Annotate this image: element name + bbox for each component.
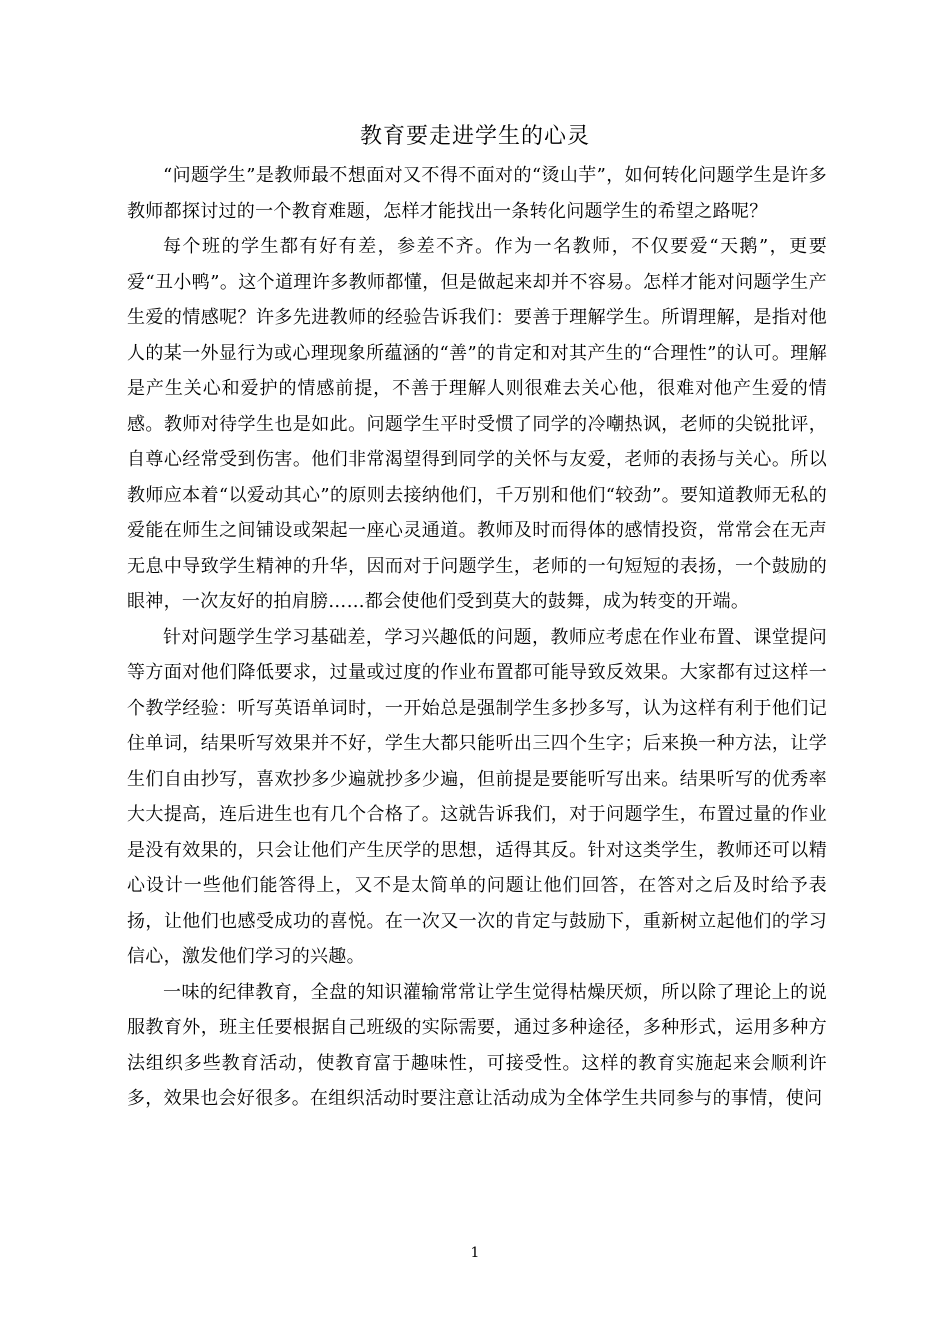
paragraph-4: 一味的纪律教育，全盘的知识灌输常常让学生觉得枯燥厌烦，所以除了理论上的说服教育外，班主任要根据自己班级的实际需要，通过多种途径，多种形式，运用多种方法组织多些教育活动，使教育富于趣味性，可接受性。这样的教育实施起来会顺利许多，效果也会好很多。在组织活动时要注意让活动成为全体学生共同参与的事情，使问 <box>127 981 827 1109</box>
page-number: 1 <box>470 1245 480 1261</box>
document-title: 教育要走进学生的心灵 <box>359 124 590 149</box>
paragraph-3: 针对问题学生学习基础差，学习兴趣低的问题，教师应考虑在作业布置、课堂提问等方面对他们降低要求，过量或过度的作业布置都可能导致反效果。大家都有过这样一个教学经验：听写英语单词时，一开始总是强制学生多抄多写，认为这样有利于他们记住单词，结果听写效果并不好，学生大都只能听出三四个生字；后来换一种方法，让学生们自由抄写，喜欢抄多少遍就抄多少遍，但前提是要能听写出来。结果听写的优秀率大大提高，连后进生也有几个合格了。这就告诉我们，对于问题学生，布置过量的作业是没有效果的，只会让他们产生厌学的思想，适得其反。针对这类学生，教师还可以精心设计一些他们能答得上，又不是太简单的问题让他们回答，在答对之后及时给予表扬，让他们也感受成功的喜悦。在一次又一次的肯定与鼓励下，重新树立起他们的学习信心，激发他们学习的兴趣。 <box>127 626 827 967</box>
paragraph-2: 每个班的学生都有好有差，参差不齐。作为一名教师，不仅要爱“天鹅”，更要爱“丑小鸭”。这个道理许多教师都懂，但是做起来却并不容易。怎样才能对问题学生产生爱的情感呢？许多先进教师的经验告诉我们：要善于理解学生。所谓理解，是指对他人的某一外显行为或心理现象所蕴涵的“善”的肯定和对其产生的“合理性”的认可。理解是产生关心和爱护的情感前提，不善于理解人则很难去关心他，很难对他产生爱的情感。教师对待学生也是如此。问题学生平时受惯了同学的冷嘲热讽，老师的尖锐批评，自尊心经常受到伤害。他们非常渴望得到同学的关怀与友爱，老师的表扬与关心。所以教师应本着“以爱动其心”的原则去接纳他们，千万别和他们“较劲”。要知道教师无私的爱能在师生之间铺设或架起一座心灵通道。教师及时而得体的感情投资，常常会在无声无息中导致学生精神的升华，因而对于问题学生，老师的一句短短的表扬，一个鼓励的眼神，一次友好的拍肩膀……都会使他们受到莫大的鼓舞，成为转变的开端。 <box>127 236 827 612</box>
paragraph-1: “问题学生”是教师最不想面对又不得不面对的“烫山芋”，如何转化问题学生是许多教师都探讨过的一个教育难题，怎样才能找出一条转化问题学生的希望之路呢？ <box>127 165 827 222</box>
document-body <box>127 158 827 1117</box>
